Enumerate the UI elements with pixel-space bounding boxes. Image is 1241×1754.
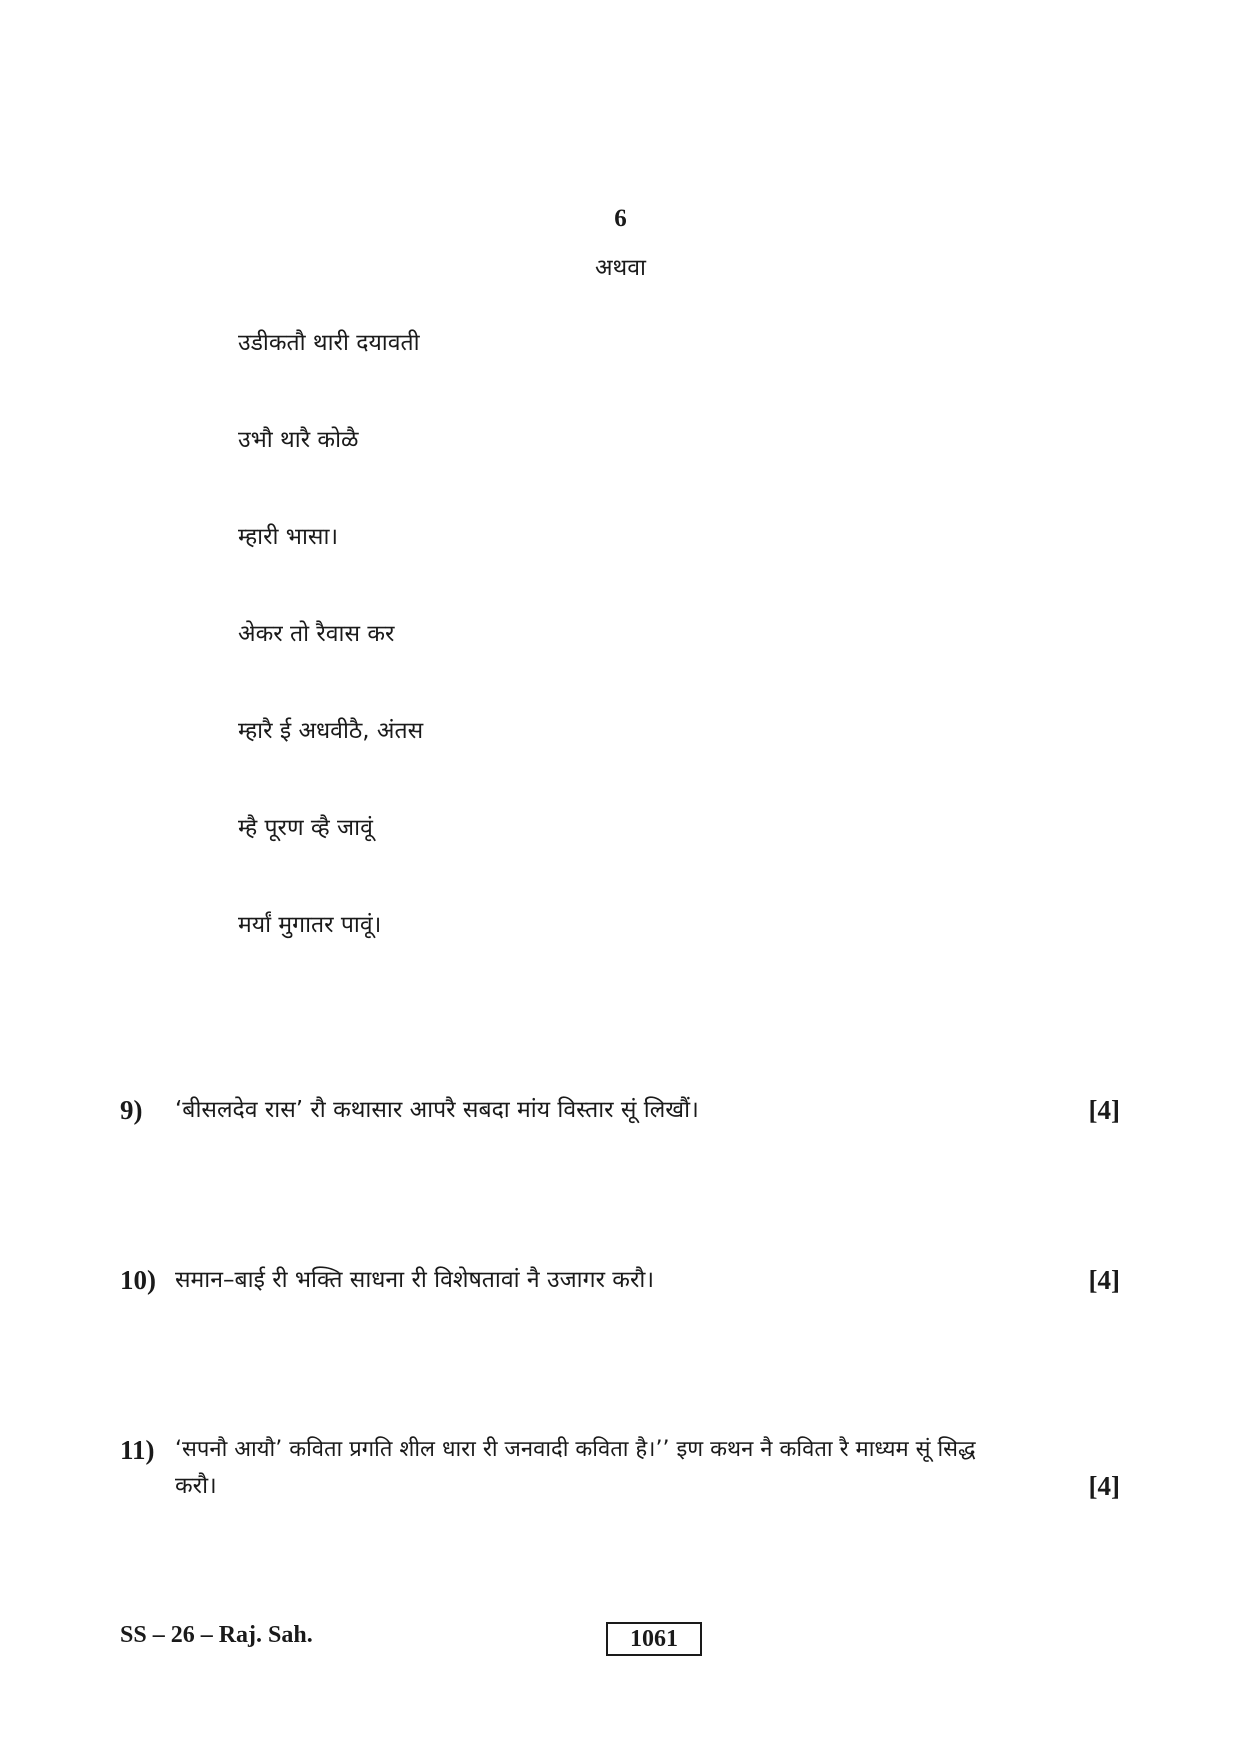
footer-code: SS – 26 – Raj. Sah.	[120, 1622, 313, 1648]
footer-page-box: 1061	[606, 1622, 702, 1656]
question-number: 9)	[120, 1095, 143, 1125]
or-heading: अथवा	[594, 255, 646, 281]
poem-line: म्हारी भासा।	[238, 524, 339, 550]
poem-line: म्हारै ई अधवीठै, अंतस	[238, 718, 424, 744]
page-number: 6	[614, 205, 627, 232]
question-number: 10)	[120, 1265, 156, 1295]
question-marks: [4]	[1088, 1265, 1120, 1295]
poem-line: मर्यां मुगातर पावूं।	[238, 912, 382, 938]
question-text-line1: ‘सपनौ आयौ’ कविता प्रगति शील धारा री जनवादी कविता है।’’ इण कथन नै कविता रै माध्यम सूं सिद्ध	[175, 1437, 976, 1462]
question-text: समान–बाई री भक्ति साधना री विशेषतावां नै उजागर करौ।	[175, 1267, 655, 1293]
question-marks: [4]	[1088, 1095, 1120, 1125]
question-marks: [4]	[1088, 1471, 1120, 1501]
poem	[238, 326, 423, 1005]
poem-line: अेकर तो रैवास कर	[238, 621, 395, 647]
question-number: 11)	[120, 1435, 155, 1465]
question-text: ‘बीसलदेव रास’ रौ कथासार आपरै सबदा मांय विस्तार सूं लिखौं।	[175, 1097, 699, 1123]
poem-line: म्है पूरण व्है जावूं	[238, 815, 373, 841]
poem-line: उडीकतौ थारी दयावती	[238, 330, 420, 356]
question-11	[120, 1432, 1120, 1512]
poem-line: उभौ थारै कोळै	[238, 427, 359, 453]
question-text-line2: करौ।	[175, 1473, 217, 1499]
